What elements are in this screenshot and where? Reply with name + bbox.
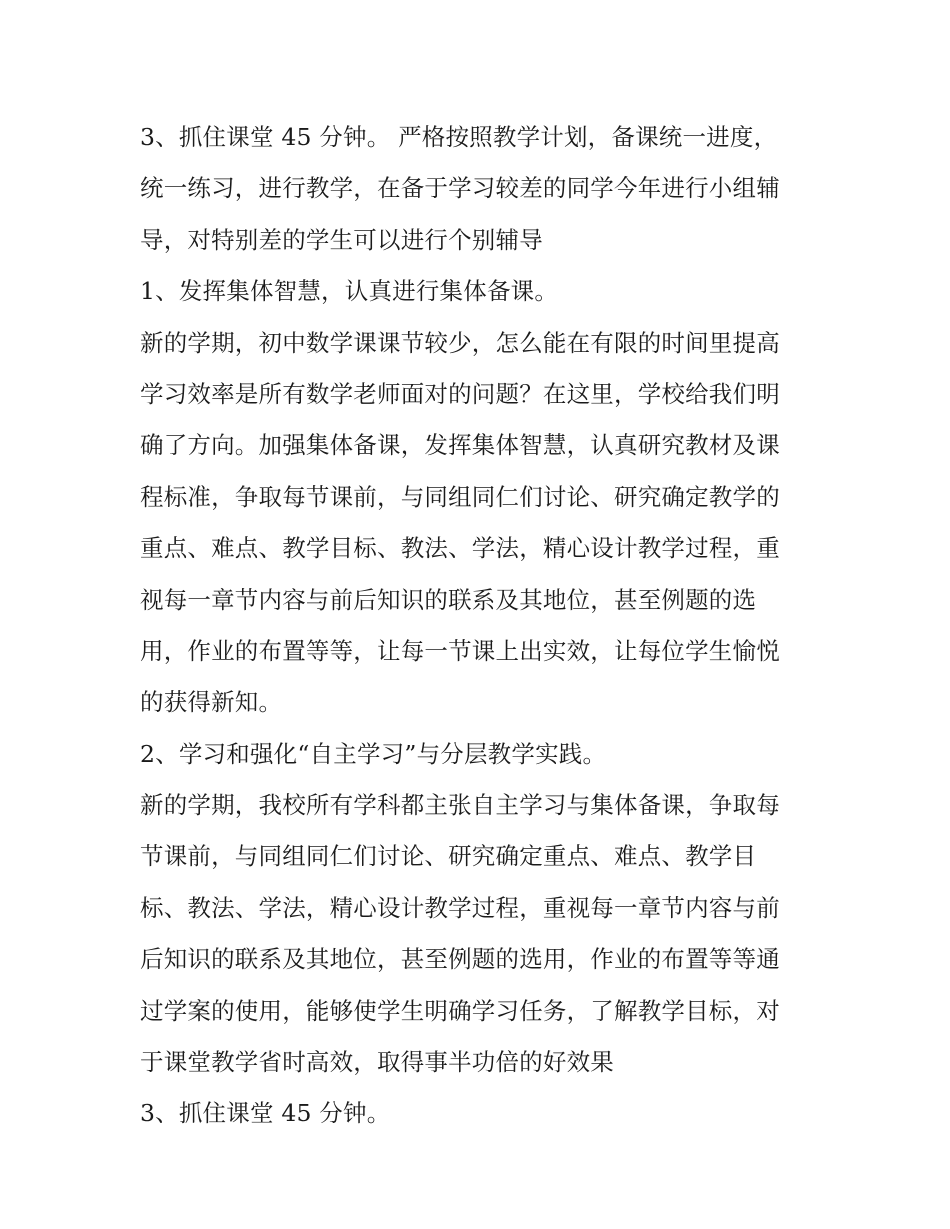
text-line: 重点、难点、教学目标、教法、学法，精心设计教学过程，重 <box>140 534 780 563</box>
text-line: 3、抓住课堂 45 分钟。 严格按照教学计划，备课统一进度， <box>140 123 778 151</box>
text-line: 程标准，争取每节课前，与同组同仁们讨论、研究确定教学的 <box>140 482 780 511</box>
document-body <box>140 112 820 1140</box>
text-line: 标、教法、学法，精心设计教学过程，重视每一章节内容与前 <box>140 893 780 922</box>
text-line: 3、抓住课堂 45 分钟。 <box>140 1099 391 1128</box>
text-line: 的获得新知。 <box>140 688 283 717</box>
text-line: 统一练习，进行教学，在备于学习较差的同学今年进行小组辅 <box>140 174 780 203</box>
text-line: 用，作业的布置等等，让每一节课上出实效，让每位学生愉悦 <box>140 636 780 665</box>
text-line: 于课堂教学省时高效，取得事半功倍的好效果 <box>140 1048 614 1077</box>
text-line: 新的学期，初中数学课课节较少，怎么能在有限的时间里提高 <box>140 328 780 357</box>
text-line: 确了方向。加强集体备课，发挥集体智慧，认真研究教材及课 <box>140 431 780 460</box>
text-line: 视每一章节内容与前后知识的联系及其地位，甚至例题的选 <box>140 585 757 614</box>
text-line: 过学案的使用，能够使学生明确学习任务，了解教学目标，对 <box>140 996 780 1025</box>
text-line: 导，对特别差的学生可以进行个别辅导 <box>140 225 543 254</box>
text-line: 学习效率是所有数学老师面对的问题？在这里，学校给我们明 <box>140 379 780 408</box>
text-line: 节课前，与同组同仁们讨论、研究确定重点、难点、教学目 <box>140 842 757 871</box>
text-line: 2、学习和强化“自主学习”与分层教学实践。 <box>140 739 607 768</box>
text-line: 1、发挥集体智慧，认真进行集体备课。 <box>140 277 559 306</box>
text-line: 新的学期，我校所有学科都主张自主学习与集体备课，争取每 <box>140 791 780 820</box>
text-line: 后知识的联系及其地位，甚至例题的选用，作业的布置等等通 <box>140 945 780 974</box>
